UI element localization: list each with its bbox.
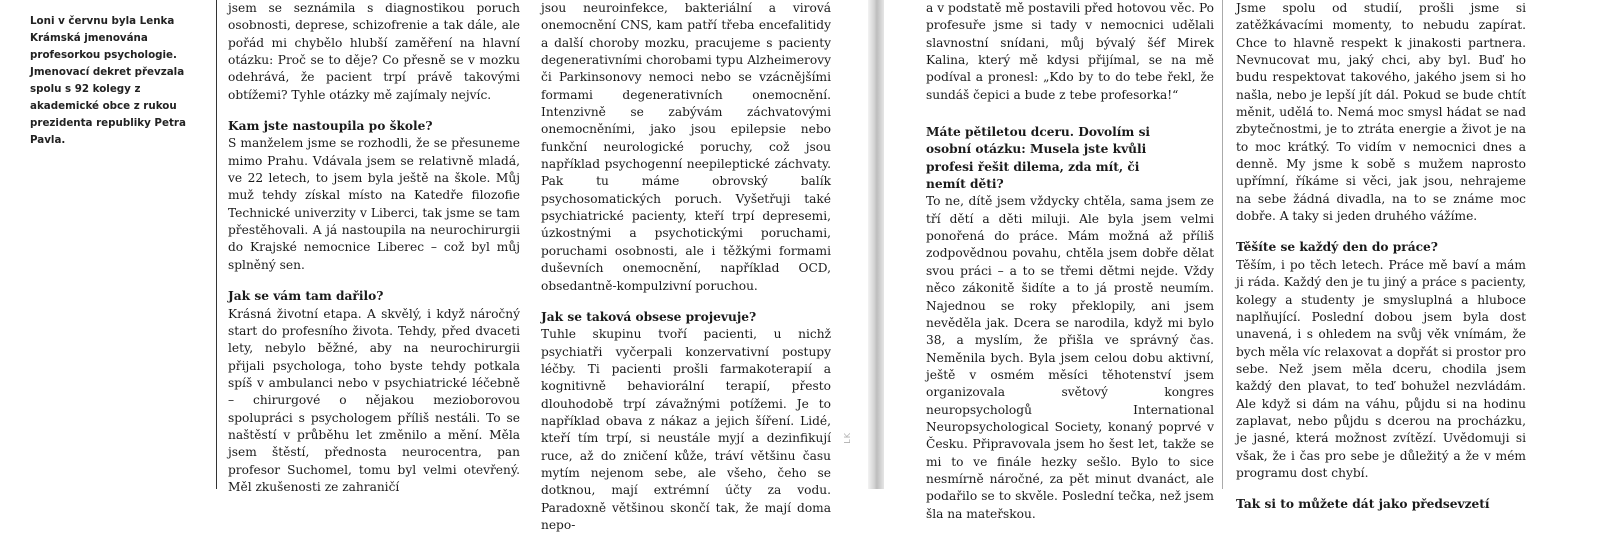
photo-caption: Loni v červnu byla Lenka Krámská jmenována profesorkou psychologie. Jmenovací dekret převzala spolu s 92 kolegy z akademické obce z rukou prezidenta republiky Petra Pavla. [30,15,186,146]
interview-question: Těšíte se každý den do práce? [1236,240,1438,255]
article-column-1 [228,0,520,494]
right-page [884,0,1600,521]
interview-question: Tak si to můžete dát jako předsevzetí [1236,497,1490,512]
paragraph: Krásná životní etapa. A skvělý, i když náročný start do profesního života. Tehdy, před dvaceti lety, nebylo běžné, aby na neurochirurgii přijali psychologa, toho byste tehdy potkala spíš v ambulanci nebo v psychiatrické léčebně – chirurgové o nějakou mezioborovou spolupráci s psychologem příliš nestáli. To se naštěstí v průběhu let změnilo a mění. Měla jsem štěstí, přednosta neurocentra, pan profesor Suchomel, tomu byl velmi otevřený. Měl zkušenosti ze zahraničí [228,306,520,494]
interview-question: Máte pětiletou dceru. Dovolím si osobní otázku: Musela jste kvůli profesi řešit dilema, zda mít, či nemít děti? [926,125,1151,192]
interview-question: Jak se vám tam dařilo? [228,289,384,304]
interview-question: Kam jste nastoupila po škole? [228,119,433,134]
paragraph: Tuhle skupinu tvoří pacienti, u nichž psychiatři vyčerpali konzervativní postupy léčby. Ti pacienti prošli farmakoterapií a kognitivně behaviorální terapií, přesto dlouhodobě trpí závažnými potížemi. Je to například obava z nákaz a jejich šíření. Lidé, kteří tím trpí, si neustále myjí a dezinfikují ruce, až do zničení kůže, tráví většinu času mytím nejenom sebe, ale všeho, čeho se dotknou, mají extrémní účty za vodu. Paradoxně většinou skončí tak, že mají doma nepo- [541,327,831,532]
book-spine [868,0,884,489]
paragraph: Jsme spolu od studií, prošli jsme si zatěžkávacími momenty, to nebudu zapírat. Chce to hlavně respekt k jinakosti partnera. Nevnucovat mu, jaký chci, aby byl. Buď ho budu respektovat takového, jakého jsem si ho našla, nebo je lepší jít dál. Pokud se bude chtít měnit, udělá to. Nemá moc smysl hádat se nad zbytečnostmi, je to ztráta energie a život je na to moc krátký. To vidím v nemocnici dnes a denně. My jsme k sobě s mužem naprosto upřímní, říkáme si věci, jak jsou, nehrajeme na sebe žádná divadla, na to se známe moc dobře. A taky si jeden druhého vážíme. [1236,1,1526,224]
page-folio: LK [843,432,852,444]
column-rule [216,0,217,489]
caption-column [30,0,210,489]
article-column-3 [926,0,1214,521]
paragraph: S manželem jsme se rozhodli, že se přesuneme mimo Prahu. Vdávala jsem se relativně mladá, ve 22 letech, to jsem byla ještě na škole. Můj muž tehdy získal místo na Katedře filozofie Technické univerzity v Liberci, tak jsme se tam přestěhovali. A já nastoupila na neurochirurgii do Krajské nemocnice Liberec – což byl můj splněný sen. [228,136,520,272]
paragraph: To ne, dítě jsem vždycky chtěla, sama jsem ze tří dětí a děti miluji. Ale byla jsem velmi ponořená do práce. Mám možná až příliš zodpovědnou povahu, chtěla jsem dobře dělat svou práci – a to se třemi dětmi nejde. Vždy něco zákonitě šidíte a to já prostě neumím. Najednou se roky překlopily, ani jsem nevěděla jak. Dcera se narodila, když mi bylo 38, a myslím, že přišla ve správný čas. Neměnila bych. Byla jsem celou dobu aktivní, ještě v osmém měsíci těhotenství jsem organizovala světový kongres neuropsychologů International Neuropsychological Society, konaný poprvé v Česku. Připravovala jsem ho šest let, takže se mi to ve finále hezky sešlo. Bylo to sice nesmírně náročné, za pět minut dvanáct, ale podařilo se to skvěle. Poslední tečka, než jsem šla na mateřskou. [926,194,1214,521]
interview-question: Jak se taková obsese projevuje? [541,309,757,324]
article-column-4 [1236,0,1526,512]
paragraph: a v podstatě mě postavili před hotovou věc. Po profesuře jsme si tady v nemocnici udělali slavnostní snídani, můj bývalý šéf Mirek Kalina, který mě kdysi přijímal, se na mě podíval a pronesl: „Kdo by to do tebe řekl, že sundáš čepici a bude z tebe profesorka!“ [926,1,1214,102]
column-rule [1222,0,1223,489]
paragraph: jsou neuroinfekce, bakteriální a virová onemocnění CNS, kam patří třeba encefalitidy a další choroby mozku, pracujeme s pacienty degenerativními chorobami typu Alzheimerovy či Parkinsonovy nemoci nebo se vzácnějšími formami degenerativních onemocnění. Intenzivně se zabývám záchvatovými onemocněními, jako jsou epilepsie nebo funkční neurologické poruchy, což jsou například psychogenní neepileptické záchvaty. Pak tu máme obrovský balík psychosomatických poruch. Vyšetřuji také psychiatrické pacienty, kteří trpí depresemi, úzkostnými a psychotickými poruchami, poruchami osobnosti, ale i těžkými formami duševních onemocnění, například OCD, obsedantně-kompulzivní poruchou. [541,1,831,293]
paragraph: Těším, i po těch letech. Práce mě baví a mám ji ráda. Každý den je tu jiný a práce s pacienty, kolegy a studenty je smysluplná a hluboce naplňující. Poslední dobou jsem byla dost unavená, i s ohledem na svůj věk vnímám, že bych měla víc relaxovat a dopřát si prostor pro sebe. Než jsem měla dceru, chodila jsem každý den plavat, to teď bohužel nezvládám. Ale když si dám na váhu, půjdu si na hodinu zaplavat, nebo půjdu s dcerou na procházku, je jasné, která možnost zvítězí. Uvědomuji si však, že i čas pro sebe je důležitý a že v mém programu dost chybí. [1236,257,1526,480]
article-column-2 [541,0,831,532]
paragraph: jsem se seznámila s diagnostikou poruch osobnosti, deprese, schizofrenie a tak dále, ale pořád mi chybělo hlubší zaměření na hlavní otázku: Proč se to děje? Co přesně se v mozku odehrává, že pacient trpí právě takovými obtížemi? Tyhle otázky mě zajímaly nejvíc. [228,1,520,102]
